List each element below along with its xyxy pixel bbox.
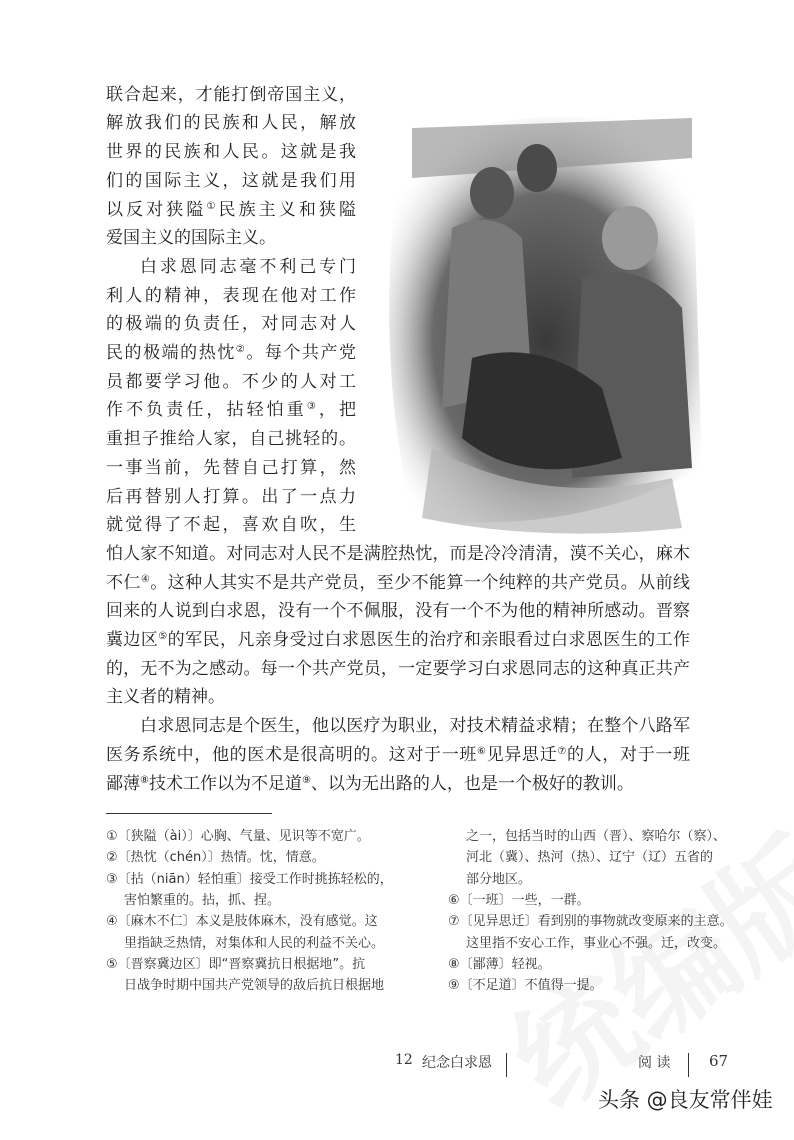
body-text-line: 不仁④。这种人其实不是共产党员，至少不能算一个纯粹的共产党员。从前线: [106, 572, 691, 593]
body-text-line: 民的极端的热忱②。每个共产党: [106, 343, 357, 363]
body-text-line: 重担子推给人家，自己挑轻的。: [106, 429, 356, 450]
body-text-line: 一事当前，先替自己打算，然: [106, 457, 356, 478]
body-text-line: 后再替别人打算。出了一点力: [106, 486, 356, 507]
footnote-marker: ①: [206, 200, 219, 212]
footnote-line: ⑥〔一班〕一些，一群。: [448, 892, 590, 908]
footnote-line: ⑦〔见异思迁〕看到别的事物就改变原来的主意。: [448, 914, 733, 930]
body-text-line: 以反对狭隘①民族主义和狭隘: [106, 199, 357, 220]
footnote-line: 这里指不安心工作，事业心不强。迁，改变。: [466, 935, 727, 951]
body-text-line: 作不负责任，拈轻怕重③，把: [106, 400, 357, 421]
body-text-line: 怕人家不知道。对同志对人民不是满腔热忱，而是冷冷清清，漠不关心，麻木: [106, 543, 690, 564]
footnote-line: 日战争时期中国共产党领导的敌后抗日根据地: [124, 978, 385, 994]
page-number: 67: [709, 1052, 729, 1070]
footnote-line: ①〔狭隘（ài）〕心胸、气量、见识等不宽广。: [106, 829, 370, 844]
body-text-line: 爱国主义的国际主义。: [106, 228, 276, 249]
body-text-line: 白求恩同志毫不利己专门: [140, 256, 356, 277]
body-text-line: 主义者的精神。: [106, 687, 225, 708]
body-text-line: 冀边区⑤的军民，凡亲身受过白求恩医生的治疗和亲眼看过白求恩医生的工作: [106, 630, 691, 650]
body-text-line: 医务系统中，他的医术是很高明的。这对于一班⑥见异思迁⑦的人，对于一班: [106, 744, 691, 765]
footnote-line: ⑨〔不足道〕不值得一提。: [448, 978, 603, 994]
footnote-marker: ⑧: [140, 774, 149, 786]
footnote-marker: ②: [235, 344, 247, 355]
footnote-marker: ⑥: [477, 745, 487, 757]
footnote-line: ②〔热忱（chén）〕热情。忱，情意。: [106, 850, 325, 866]
body-text-line: 员都要学习他。不少的人对工: [106, 371, 356, 392]
body-text-line: 世界的民族和人民。这就是我: [106, 142, 356, 163]
body-text-line: 就觉得了不起，喜欢自吹，生: [106, 515, 356, 536]
body-text-line: 的极端的负责任，对同志对人: [106, 314, 356, 335]
footnote-marker: ③: [306, 401, 319, 413]
body-text-line: 利人的精神，表现在他对工作: [106, 285, 356, 306]
lesson-number: 12: [395, 1052, 413, 1068]
footnote-marker: ④: [140, 573, 151, 585]
footnote-line: ④〔麻木不仁〕本义是肢体麻木，没有感觉。这: [106, 914, 378, 930]
footnote-divider: [106, 813, 272, 814]
section-label: 阅 读: [638, 1055, 671, 1071]
body-text-line: 回来的人说到白求恩，没有一个不佩服，没有一个不为他的精神所感动。晋察: [106, 601, 690, 622]
illustration-bethune-operating: [372, 88, 707, 543]
footnote-line: 部分地区。: [466, 871, 532, 887]
footnote-line: 河北（冀）、热河（热）、辽宁（辽）五省的: [466, 850, 714, 866]
body-text-line: 的，无不为之感动。每一个共产党员，一定要学习白求恩同志的这种真正共产: [106, 658, 690, 679]
body-text-line: 鄙薄⑧技术工作以为不足道⑨、以为无出路的人，也是一个极好的教训。: [106, 773, 634, 794]
footnote-line: 之一，包括当时的山西（晋）、察哈尔（察）、: [466, 829, 727, 844]
body-text-line: 联合起来，才能打倒帝国主义，: [106, 84, 356, 105]
body-text-line: 们的国际主义，这就是我们用: [106, 170, 356, 191]
footer-divider: [506, 1053, 507, 1077]
footnote-line: ③〔拈（niān）轻怕重〕接受工作时挑拣轻松的，: [106, 871, 393, 887]
footnote-line: 害怕繁重的。拈，抓、捏。: [124, 892, 281, 908]
source-watermark: 头条 @良友常伴娃: [598, 1088, 773, 1112]
body-text-line: 解放我们的民族和人民，解放: [106, 113, 356, 134]
footnote-line: 里指缺乏热情，对集体和人民的利益不关心。: [124, 935, 385, 951]
body-text-line: 白求恩同志是个医生，他以医疗为职业，对技术精益求精；在整个八路军: [140, 716, 690, 737]
footnote-line: ⑧〔鄙薄〕轻视。: [448, 956, 551, 972]
footnote-marker: ⑤: [158, 631, 168, 642]
lesson-title: 纪念白求恩: [422, 1055, 492, 1071]
footer-divider: [688, 1053, 689, 1077]
footnote-line: ⑤〔晋察冀边区〕即“晋察冀抗日根据地”。抗: [106, 956, 366, 972]
footnote-marker: ⑦: [557, 745, 568, 757]
footnote-marker: ⑨: [301, 774, 311, 786]
